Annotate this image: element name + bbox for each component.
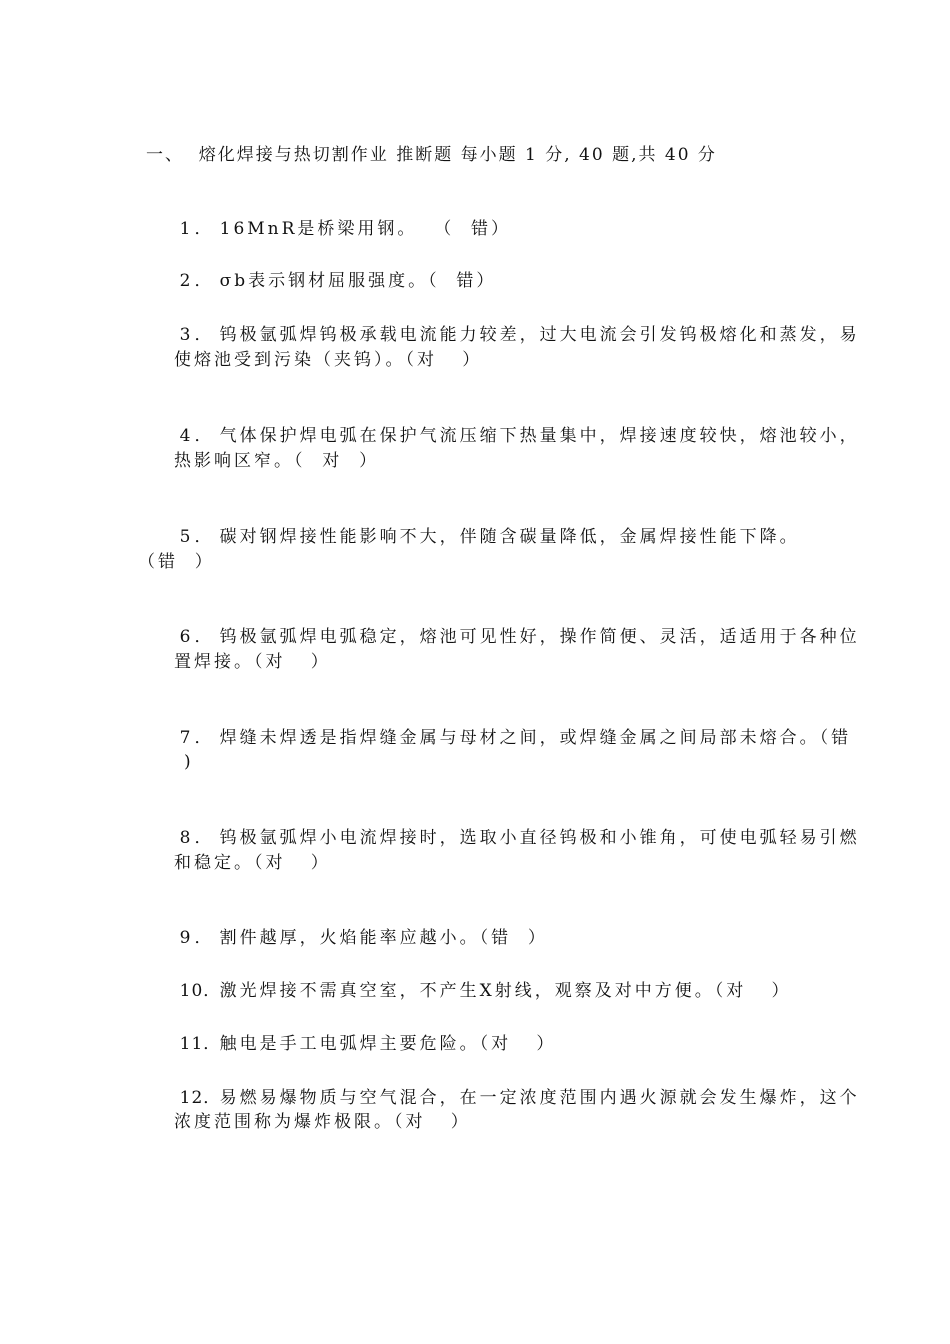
question-number: 6． [179,627,216,647]
question-number: 1． [179,219,216,239]
question-number: 10． [179,981,222,1001]
question-number: 3． [179,325,216,345]
question-5 [146,504,800,570]
question-text: σb表示钢材屈服强度。（ 错） [219,271,497,291]
question-5-continuation: （错 ） [138,552,215,572]
question-8-continuation: 和稳定。（对 ） [174,853,331,873]
question-text: 激光焊接不需真空室，不产生X射线，观察及对中方便。（对 ） [219,981,792,1001]
question-3-continuation: 使熔池受到污染（夹钨）。（对 ） [174,350,483,370]
question-number: 5． [179,527,216,547]
question-number: 8． [179,828,216,848]
question-text: 割件越厚，火焰能率应越小。（错 ） [219,928,548,948]
question-text: 易燃易爆物质与空气混合，在一定浓度范围内遇火源就会发生爆炸，这个 [219,1088,860,1108]
question-number: 11． [179,1034,222,1054]
question-6-continuation: 置焊接。（对 ） [174,652,331,672]
section-heading: 一、 熔化焊接与热切割作业 推断题 每小题 1 分, 40 题,共 40 分 [146,145,717,165]
question-4-continuation: 热影响区窄。（ 对 ） [174,451,380,471]
question-number: 9． [179,928,216,948]
question-7 [146,705,851,771]
question-text: 触电是手工电弧焊主要危险。（对 ） [219,1034,557,1054]
question-text: 碳对钢焊接性能影响不大，伴随含碳量降低，金属焊接性能下降。 [219,527,800,547]
question-text: 钨极氩弧焊小电流焊接时，选取小直径钨极和小锥角，可使电弧轻易引燃 [219,828,860,848]
question-text: 焊缝未焊透是指焊缝金属与母材之间，或焊缝金属之间局部未熔合。（错 [219,728,852,748]
question-text: 钨极氩弧焊电弧稳定，熔池可见性好，操作简便、灵活，适适用于各种位 [219,627,860,647]
question-number: 2． [179,271,216,291]
question-text: 16MnR是桥梁用钢。 （ 错） [219,219,512,239]
question-12-continuation: 浓度范围称为爆炸极限。（对 ） [174,1112,471,1132]
question-number: 12． [179,1088,222,1108]
question-number: 7． [179,728,216,748]
question-7-continuation: ) [184,752,194,772]
question-text: 钨极氩弧焊钨极承载电流能力较差，过大电流会引发钨极熔化和蒸发，易 [219,325,860,345]
question-number: 4． [179,426,216,446]
question-text: 气体保护焊电弧在保护气流压缩下热量集中，焊接速度较快，熔池较小， [219,426,860,446]
